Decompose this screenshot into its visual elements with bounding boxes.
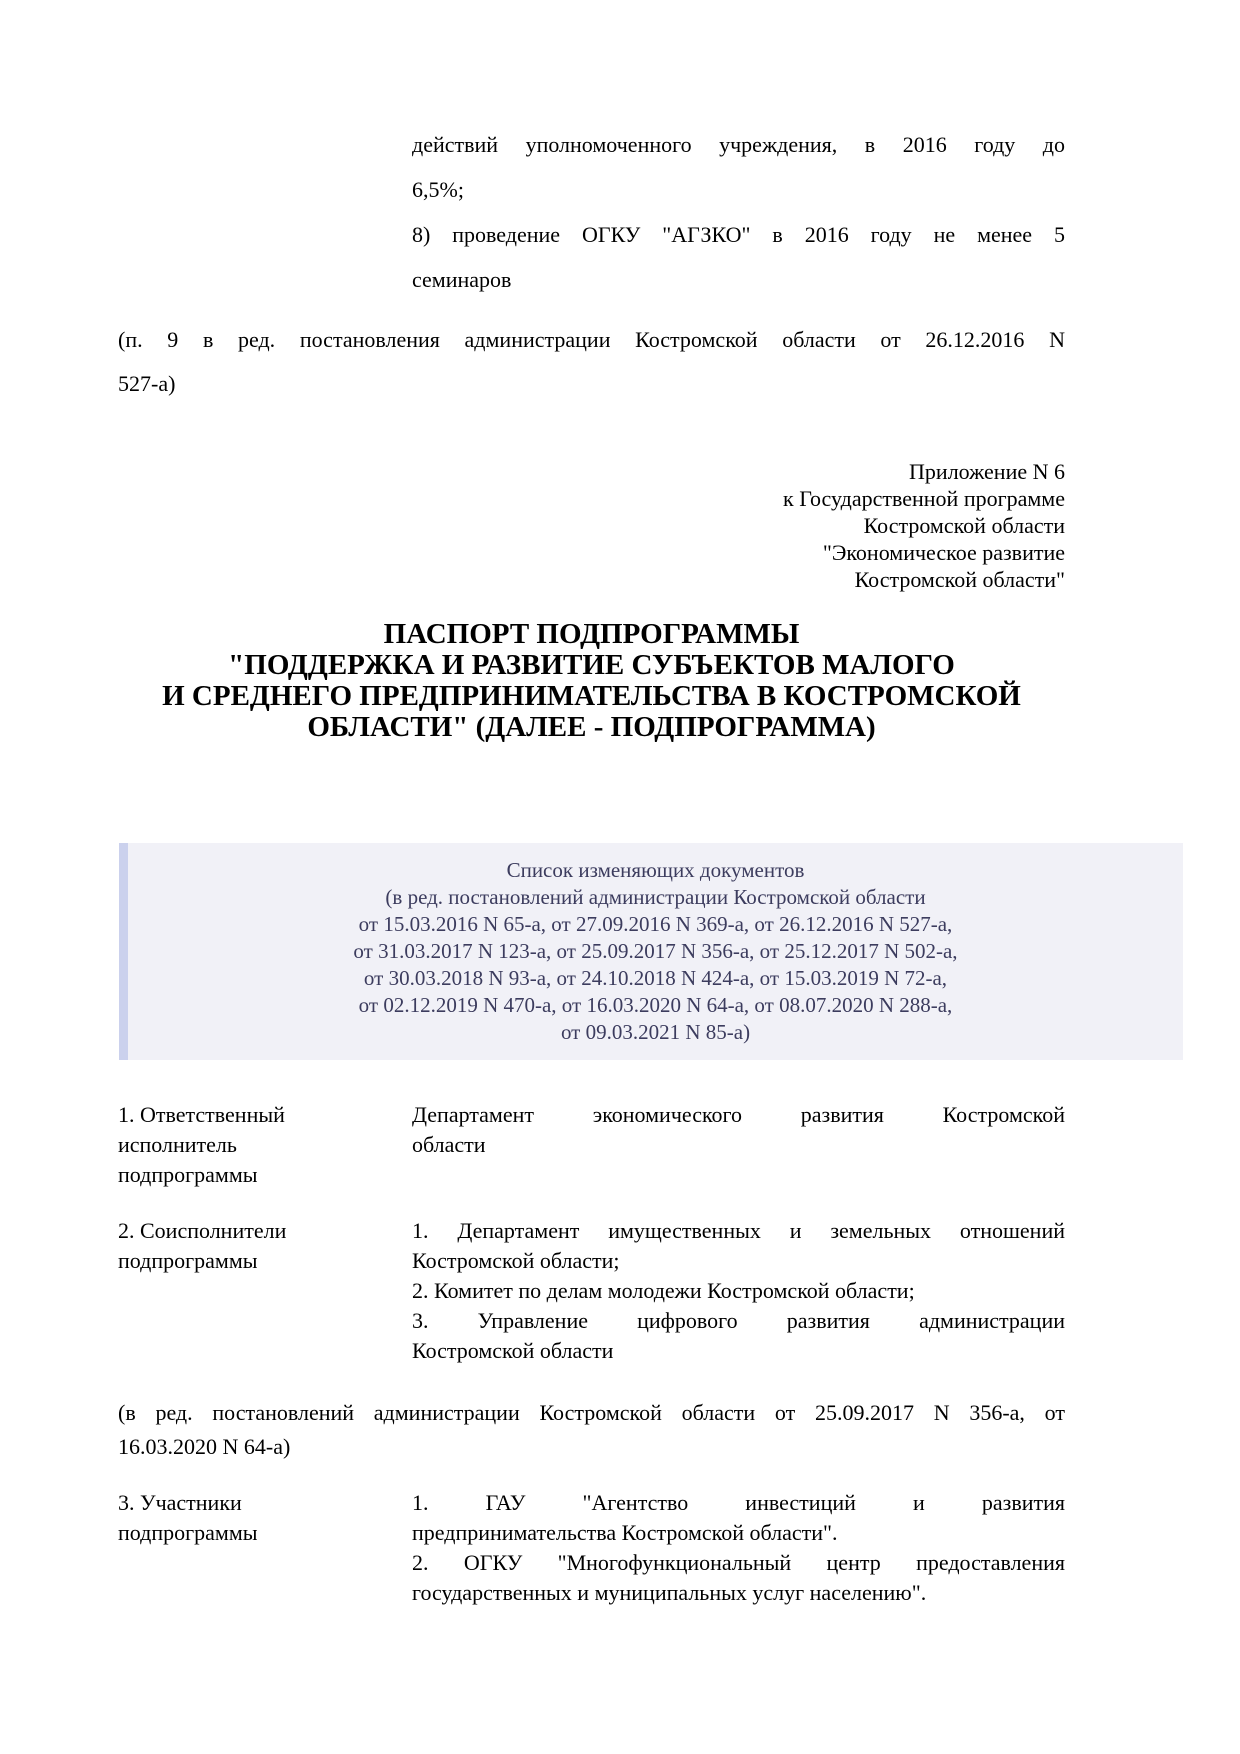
text-line: (п. 9 в ред. постановления администрации Костромской области от 26.12.2016 N [118,327,1065,352]
amendment-note-1 [118,318,1065,406]
appendix-line: Приложение N 6 [909,459,1065,484]
top-block [412,122,1065,302]
amendments-box-line: от 31.03.2017 N 123-а, от 25.09.2017 N 356-а, от 25.12.2017 N 502-а, [353,939,958,963]
text-line: 16.03.2020 N 64-а) [118,1434,291,1459]
appendix-line: Костромской области" [854,567,1065,592]
text-line: 2. Соисполнители [118,1218,287,1243]
text-line: 3. Управление цифрового развития администрации [412,1308,1065,1333]
text-line: подпрограммы [118,1520,258,1545]
text-line: подпрограммы [118,1162,258,1187]
amendments-box-line: от 30.03.2018 N 93-а, от 24.10.2018 N 424-а, от 15.03.2019 N 72-а, [363,966,948,990]
text-line: Департамент экономического развития Костромской [412,1102,1065,1127]
text-line: 1. Департамент имущественных и земельных отношений [412,1218,1065,1243]
amendment-note-2 [118,1396,1065,1464]
column-gap [390,1100,412,1190]
text-line: 527-а) [118,371,176,396]
passport-row-co-executors [118,1216,1065,1366]
row-value [412,1100,1065,1190]
appendix-line: Костромской области [863,513,1065,538]
passport-row-participants [118,1488,1065,1608]
text-line: Костромской области; [412,1248,620,1273]
text-line: области [412,1132,486,1157]
text-line: (в ред. постановлений администрации Костромской области от 25.09.2017 N 356-а, от [118,1400,1065,1425]
text-line: 8) проведение ОГКУ "АГЗКО" в 2016 году не менее 5 [412,222,1065,247]
appendix-block [118,458,1065,593]
text-line: семинаров [412,267,512,292]
title-line: "ПОДДЕРЖКА И РАЗВИТИЕ СУБЪЕКТОВ МАЛОГО [228,649,955,681]
amendments-box-line: от 15.03.2016 N 65-а, от 27.09.2016 N 369-а, от 26.12.2016 N 527-а, [358,912,953,936]
text-line: 3. Участники [118,1490,242,1515]
text-line: 2. ОГКУ "Многофункциональный центр предоставления [412,1550,1065,1575]
amendments-box-line: Список изменяющих документов [506,858,805,882]
text-line: Костромской области [412,1338,614,1363]
title-line: ПАСПОРТ ПОДПРОГРАММЫ [383,618,800,650]
text-line: действий уполномоченного учреждения, в 2016 году до [412,132,1065,157]
text-line: 1. Ответственный [118,1102,285,1127]
column-gap [390,1488,412,1608]
text-line: 2. Комитет по делам молодежи Костромской области; [412,1278,915,1303]
row-label [118,1100,390,1190]
row-value [412,1216,1065,1366]
appendix-line: "Экономическое развитие [822,540,1065,565]
passport-row-responsible-executor [118,1100,1065,1190]
amendments-box-line: (в ред. постановлений администрации Костромской области [385,885,926,909]
amendments-box [119,843,1183,1060]
document-title [118,619,1065,743]
text-line: исполнитель [118,1132,237,1157]
text-line: 1. ГАУ "Агентство инвестиций и развития [412,1490,1065,1515]
text-line: предпринимательства Костромской области". [412,1520,838,1545]
column-gap [390,1216,412,1366]
title-line: ОБЛАСТИ" (ДАЛЕЕ - ПОДПРОГРАММА) [307,711,876,743]
text-line: подпрограммы [118,1248,258,1273]
amendments-box-line: от 09.03.2021 N 85-а) [560,1020,751,1044]
text-line: 6,5%; [412,177,464,202]
title-line: И СРЕДНЕГО ПРЕДПРИНИМАТЕЛЬСТВА В КОСТРОМСКОЙ [162,680,1021,712]
text-line: государственных и муниципальных услуг населению". [412,1580,927,1605]
amendments-box-line: от 02.12.2019 N 470-а, от 16.03.2020 N 64-а, от 08.07.2020 N 288-а, [358,993,953,1017]
row-value [412,1488,1065,1608]
appendix-line: к Государственной программе [783,486,1065,511]
row-label [118,1216,390,1366]
row-label [118,1488,390,1608]
